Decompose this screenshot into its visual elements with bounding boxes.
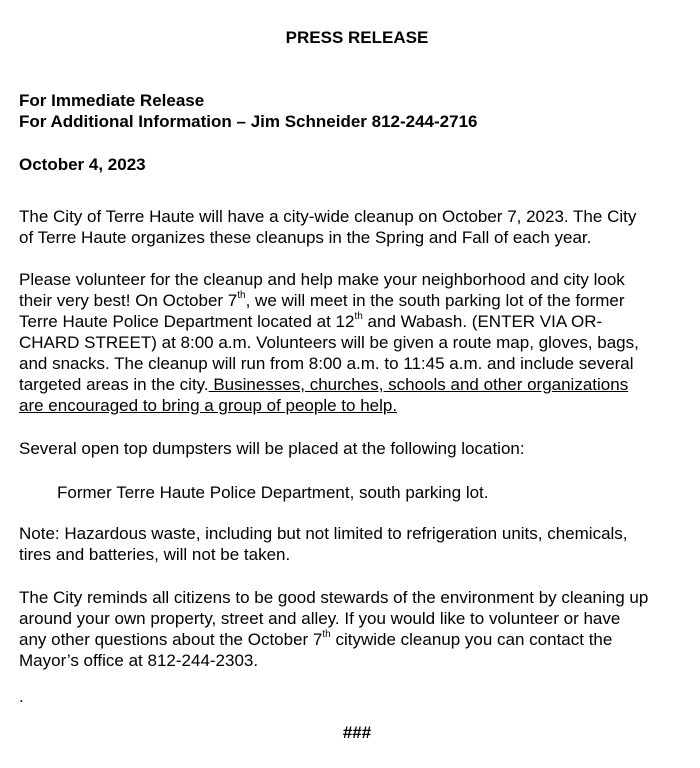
paragraph-line: Mayor’s office at 812-244-2303.	[19, 651, 259, 670]
paragraph-line: The City of Terre Haute will have a city-wide cleanup on October 7, 2023. The City	[19, 207, 637, 226]
paragraph-line: around your own property, street and alley. If you would like to volunteer or have	[19, 609, 621, 628]
paragraph-line: tires and batteries, will not be taken.	[19, 545, 291, 564]
paragraph-line: CHARD STREET) at 8:00 a.m. Volunteers will be given a route map, gloves, bags,	[19, 333, 639, 352]
paragraph-dumpsters: Several open top dumpsters will be placed at the following location:	[19, 439, 525, 458]
paragraph-volunteer	[19, 269, 695, 416]
text-run: any other questions about the October 7	[19, 630, 323, 649]
underlined-text: are encouraged to bring a group of people to help.	[19, 396, 398, 415]
paragraph-note	[19, 523, 695, 565]
paragraph-stewards	[19, 587, 695, 671]
paragraph-line: and snacks. The cleanup will run from 8:00 a.m. to 11:45 a.m. and include several	[19, 354, 634, 373]
release-status: For Immediate Release	[19, 91, 205, 110]
paragraph-line	[19, 374, 695, 395]
release-info	[19, 90, 695, 132]
superscript: th	[322, 629, 331, 641]
underlined-text: Businesses, churches, schools and other organizations	[208, 375, 629, 394]
text-run: targeted areas in the city.	[19, 375, 209, 394]
superscript: th	[237, 290, 246, 302]
text-run: citywide cleanup you can contact the	[330, 630, 613, 649]
dumpster-location: Former Terre Haute Police Department, south parking lot.	[57, 483, 489, 502]
paragraph-line: The City reminds all citizens to be good stewards of the environment by cleaning up	[19, 588, 649, 607]
paragraph-intro	[19, 206, 695, 248]
text-run: Terre Haute Police Department located at 12	[19, 312, 355, 331]
text-run: their very best! On October 7	[19, 291, 238, 310]
text-run: and Wabash. (ENTER VIA OR-	[362, 312, 603, 331]
paragraph-line	[19, 290, 695, 311]
end-marks: ###	[342, 723, 372, 742]
paragraph-line	[19, 629, 695, 650]
paragraph-line: of Terre Haute organizes these cleanups in the Spring and Fall of each year.	[19, 228, 592, 247]
release-date: October 4, 2023	[19, 155, 146, 174]
page-title: PRESS RELEASE	[285, 28, 429, 47]
text-run: , we will meet in the south parking lot of the former	[245, 291, 625, 310]
paragraph-line: Please volunteer for the cleanup and help make your neighborhood and city look	[19, 270, 625, 289]
paragraph-line: Note: Hazardous waste, including but not limited to refrigeration units, chemicals,	[19, 524, 628, 543]
stray-dot: .	[19, 687, 24, 706]
paragraph-line	[19, 311, 695, 332]
contact-info: For Additional Information – Jim Schneider 812-244-2716	[19, 112, 478, 131]
superscript: th	[354, 311, 363, 323]
